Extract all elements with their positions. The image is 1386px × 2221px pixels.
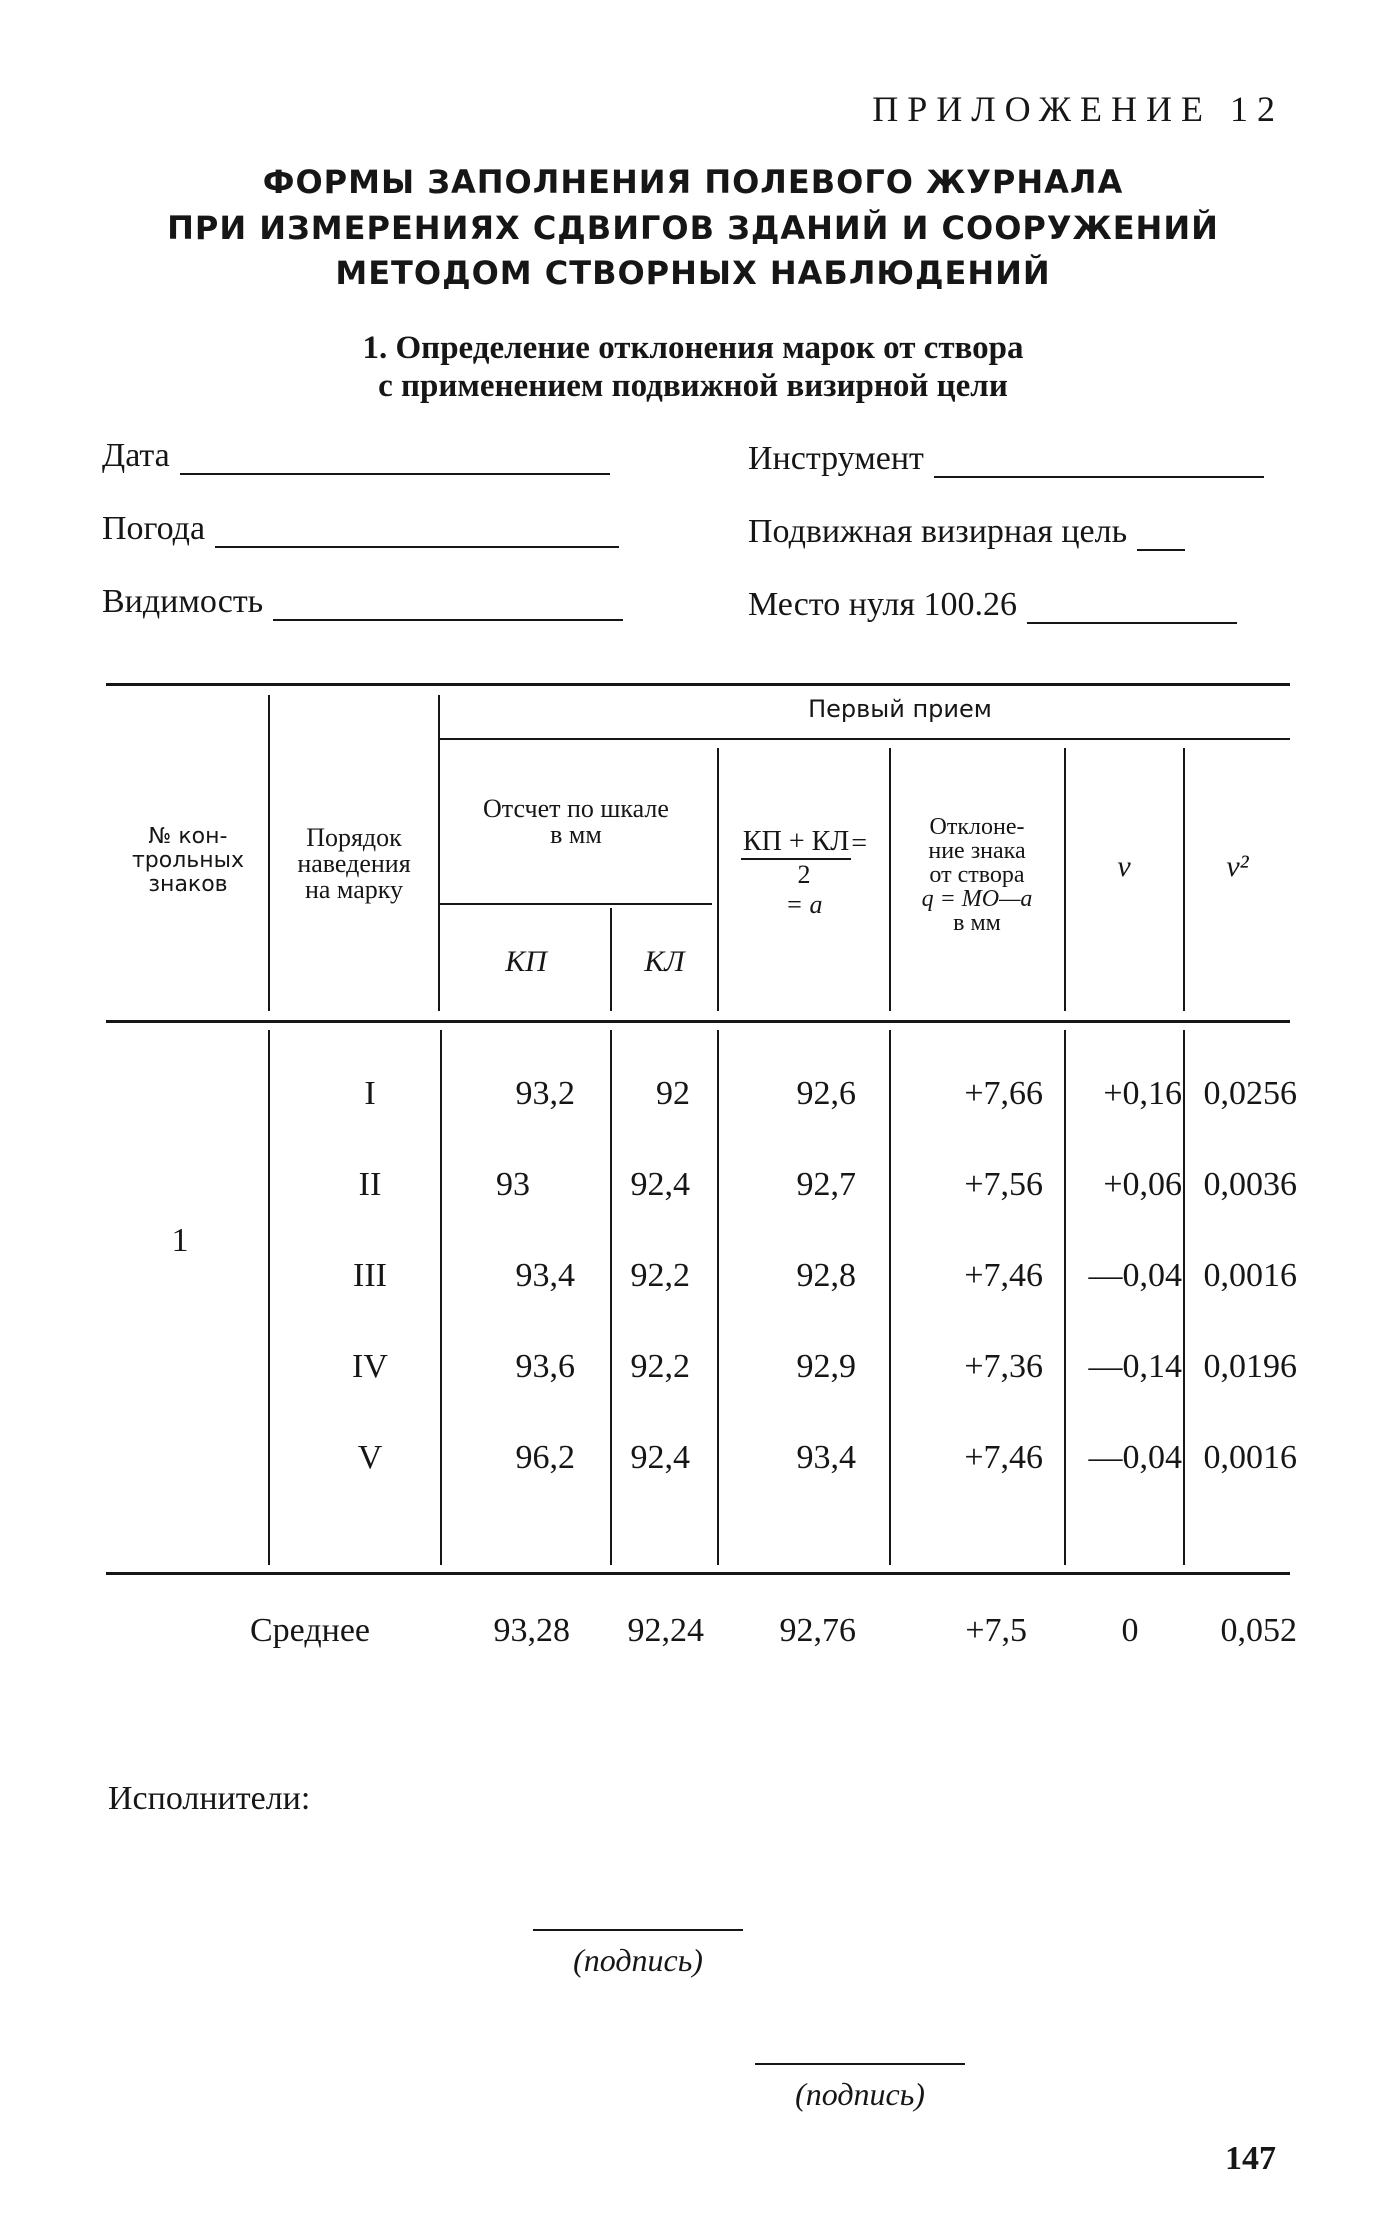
title-line-3: МЕТОДОМ СТВОРНЫХ НАБЛЮДЕНИЙ <box>335 254 1051 292</box>
weather-field <box>102 510 619 548</box>
v-cell: —0,14 <box>1088 1348 1182 1385</box>
target-line <box>1137 519 1185 551</box>
v-cell: —0,04 <box>1088 1439 1182 1476</box>
appendix-label: ПРИЛОЖЕНИЕ 12 <box>872 89 1284 129</box>
instrument-line <box>934 446 1264 478</box>
kl-cell: 92,2 <box>630 1257 690 1294</box>
kl-header: КЛ <box>644 945 685 978</box>
vline-header-1 <box>268 695 270 1011</box>
subtitle-line-1: 1. Определение отклонения марок от створа <box>362 330 1024 366</box>
avg-formula <box>720 826 888 920</box>
mark-no-header-line: трольных <box>131 848 245 873</box>
kp-header: КП <box>505 945 547 978</box>
kp-cell: 93,4 <box>515 1257 575 1294</box>
kp-cell: 93,2 <box>515 1075 575 1112</box>
signature-line-2 <box>755 2063 965 2065</box>
v2-cell: 0,0256 <box>1203 1075 1297 1112</box>
page-number: 147 <box>1225 2140 1276 2177</box>
target-field <box>748 513 1185 551</box>
table-top-rule <box>106 683 1290 686</box>
deviation-header-line: Отклоне- <box>929 814 1025 840</box>
v2-cell: 0,0036 <box>1203 1166 1297 1203</box>
avg-cell: 92,7 <box>796 1166 856 1203</box>
kp-cell: 96,2 <box>515 1439 575 1476</box>
kp-cell: 93,6 <box>515 1348 575 1385</box>
mark-no-header-line: № кон- <box>148 824 228 849</box>
dev-cell: +7,46 <box>964 1439 1043 1476</box>
reading-header-line: в мм <box>550 820 602 849</box>
vline-body-4 <box>717 1030 719 1565</box>
signature-label-1: (подпись) <box>573 1942 703 1978</box>
order-header-line: наведения <box>297 849 411 878</box>
first-reception-rule <box>438 738 1290 740</box>
avg-eq: = <box>851 828 868 859</box>
summary-avg: 92,76 <box>779 1612 856 1649</box>
v2-cell: 0,0016 <box>1203 1257 1297 1294</box>
zero-label: Место нуля 100.26 <box>748 586 1018 623</box>
dev-cell: +7,66 <box>964 1075 1043 1112</box>
v-cell: —0,04 <box>1088 1257 1182 1294</box>
header-bottom-rule <box>106 1020 1290 1023</box>
date-field <box>102 437 610 475</box>
kl-cell: 92,2 <box>630 1348 690 1385</box>
avg-cell: 92,8 <box>796 1257 856 1294</box>
avg-cell: 92,9 <box>796 1348 856 1385</box>
weather-line <box>215 516 619 548</box>
mark-number: 1 <box>171 1222 189 1259</box>
order-cell: IV <box>352 1348 388 1385</box>
reading-rule <box>438 903 712 905</box>
avg-cell: 92,6 <box>796 1075 856 1112</box>
date-label: Дата <box>102 437 170 474</box>
dev-cell: +7,46 <box>964 1257 1043 1294</box>
reading-header-line: Отсчет по шкале <box>483 794 669 823</box>
reading-header <box>442 796 710 848</box>
zero-field <box>748 586 1237 624</box>
date-line <box>180 443 610 475</box>
v-header: v <box>1117 850 1131 883</box>
order-header <box>272 825 436 903</box>
target-label: Подвижная визирная цель <box>748 513 1128 550</box>
kl-cell: 92 <box>656 1075 690 1112</box>
kl-cell: 92,4 <box>630 1439 690 1476</box>
zero-line <box>1027 592 1237 624</box>
kp-cell: 93 <box>496 1166 530 1203</box>
vline-body-5 <box>889 1030 891 1565</box>
vline-body-2 <box>440 1030 442 1565</box>
mark-no-header-line: знаков <box>148 872 228 897</box>
order-header-line: Порядок <box>306 823 402 852</box>
weather-label: Погода <box>102 510 206 547</box>
deviation-header-line: ние знака <box>928 838 1026 864</box>
avg-cell: 93,4 <box>796 1439 856 1476</box>
summary-kl: 92,24 <box>627 1612 704 1649</box>
kl-cell: 92,4 <box>630 1166 690 1203</box>
visibility-line <box>273 589 623 621</box>
summary-dev: +7,5 <box>965 1612 1027 1649</box>
vline-header-4 <box>717 748 719 1011</box>
dev-cell: +7,56 <box>964 1166 1043 1203</box>
deviation-header <box>891 815 1063 935</box>
deviation-header-line: в мм <box>953 910 1001 936</box>
order-header-line: на марку <box>304 875 404 904</box>
visibility-field <box>102 583 623 621</box>
summary-v: 0 <box>1121 1612 1139 1649</box>
avg-denominator: 2 <box>797 860 811 889</box>
order-cell: I <box>364 1075 376 1112</box>
title-line-2: ПРИ ИЗМЕРЕНИЯХ СДВИГОВ ЗДАНИЙ И СООРУЖЕНИЙ <box>167 209 1219 247</box>
summary-label: Среднее <box>250 1612 370 1649</box>
title-line-1: ФОРМЫ ЗАПОЛНЕНИЯ ПОЛЕВОГО ЖУРНАЛА <box>262 163 1124 201</box>
deviation-header-line: от створа <box>929 862 1025 888</box>
order-cell: III <box>353 1257 387 1294</box>
order-cell: II <box>358 1166 382 1203</box>
v2-header: v² <box>1226 850 1249 883</box>
instrument-field <box>748 440 1264 478</box>
order-cell: V <box>357 1439 383 1476</box>
v-cell: +0,16 <box>1103 1075 1182 1112</box>
instrument-label: Инструмент <box>748 440 924 477</box>
deviation-header-line: q = MO—a <box>921 886 1033 912</box>
summary-kp: 93,28 <box>493 1612 570 1649</box>
v2-cell: 0,0016 <box>1203 1439 1297 1476</box>
summary-v2: 0,052 <box>1220 1612 1297 1649</box>
first-reception-header: Первый прием <box>808 695 992 723</box>
signature-label-2: (подпись) <box>795 2076 925 2112</box>
v2-cell: 0,0196 <box>1203 1348 1297 1385</box>
mark-no-header <box>110 825 266 897</box>
subtitle-line-2: с применением подвижной визирной цели <box>378 368 1008 404</box>
avg-result: = a <box>785 890 823 919</box>
signature-line-1 <box>533 1929 743 1931</box>
v-cell: +0,06 <box>1103 1166 1182 1203</box>
body-bottom-rule <box>106 1572 1290 1575</box>
executors-label: Исполнители: <box>108 1780 311 1817</box>
visibility-label: Видимость <box>102 583 264 620</box>
dev-cell: +7,36 <box>964 1348 1043 1385</box>
avg-numerator: КП + КЛ <box>741 826 851 860</box>
vline-header-2 <box>438 695 440 1011</box>
vline-body-1 <box>268 1030 270 1565</box>
